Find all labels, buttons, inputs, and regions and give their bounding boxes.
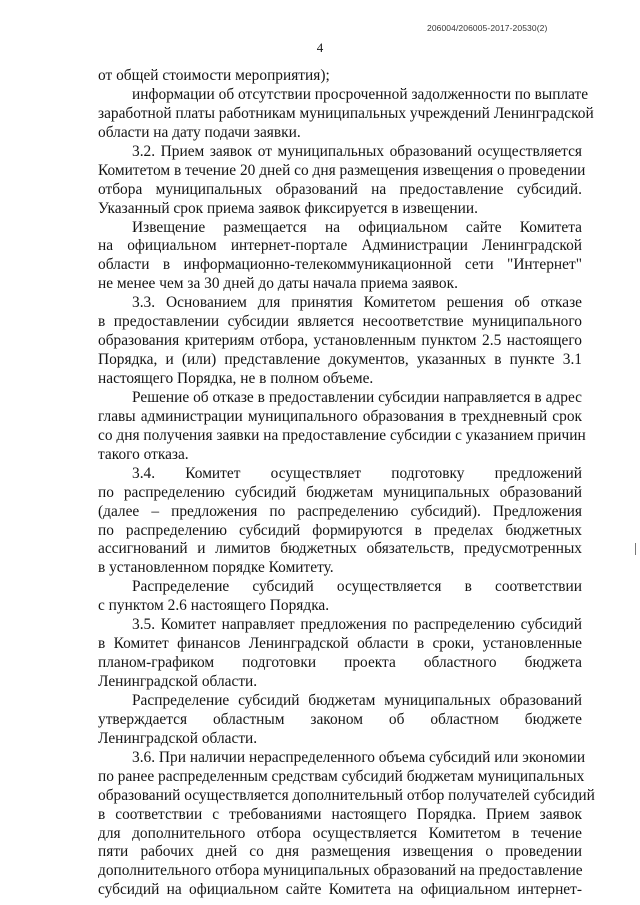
text-line: утверждается областным законом об областном бюджете <box>98 710 582 728</box>
text-line: пяти рабочих дней со дня размещения извещения о проведении <box>98 843 582 861</box>
text-line: Ленинградской области. <box>98 729 258 747</box>
text-line: дополнительного отбора муниципальных образований на предоставление <box>98 862 583 880</box>
document-body <box>98 67 595 900</box>
document-id: 206004/206005-2017-20530(2) <box>427 23 548 33</box>
text-line: для дополнительного отбора осуществляется Комитетом в течение <box>98 824 582 842</box>
text-line: заработной платы работникам муниципальных учреждений Ленинградской <box>98 104 594 122</box>
text-line: в соответствии с требованиями настоящего Порядка. Прием заявок <box>98 805 582 823</box>
text-line: Решение об отказе в предоставлении субсидии направляется в адрес <box>132 388 582 406</box>
text-line: по распределению субсидий бюджетам муниципальных образований <box>98 483 582 501</box>
text-line: Комитетом в течение 20 дней со дня размещения извещения о проведении <box>98 161 586 179</box>
text-line: субсидий на официальном сайте Комитета на официальном интернет- <box>98 881 582 899</box>
text-line: информации об отсутствии просроченной задолженности по выплате <box>132 85 589 103</box>
text-line: по ранее распределенным средствам субсидий бюджетам муниципальных <box>98 767 585 785</box>
text-line: Ленинградской области. <box>98 673 258 690</box>
page-number: 4 <box>316 40 324 55</box>
text-line: в Комитет финансов Ленинградской области в сроки, установленные <box>98 635 582 653</box>
text-line: отбора муниципальных образований на предоставление субсидий. <box>98 180 582 198</box>
text-line: с пунктом 2.6 настоящего Порядка. <box>98 597 330 615</box>
text-line: в установленном порядке Комитету. <box>98 559 334 577</box>
text-line: области на дату подачи заявки. <box>98 123 301 141</box>
text-line: такого отказа. <box>98 445 189 463</box>
text-line: Распределение субсидий бюджетам муниципальных образований <box>132 691 582 709</box>
text-line: Распределение субсидий осуществляется в соответствии <box>132 578 582 596</box>
text-line: образований осуществляется дополнительный отбор получателей субсидий <box>98 786 595 804</box>
text-line: (далее – предложения по распределению субсидий). Предложения <box>98 502 582 520</box>
text-line: 3.5. Комитет направляет предложения по распределению субсидий <box>132 616 582 634</box>
text-line: не менее чем за 30 дней до даты начала приема заявок. <box>98 275 458 293</box>
text-line: Извещение размещается на официальном сайте Комитета <box>132 218 582 236</box>
margin-mark <box>635 543 636 555</box>
text-line: настоящего Порядка, не в полном объеме. <box>98 370 374 387</box>
text-line: со дня получения заявки на предоставление субсидии с указанием причин <box>98 426 586 444</box>
text-line: 3.6. При наличии нераспределенного объема субсидий или экономии <box>132 748 586 766</box>
text-line: образования критериям отбора, установленным пунктом 2.5 настоящего <box>98 332 582 350</box>
text-line: на официальном интернет-портале Администрации Ленинградской <box>98 237 582 255</box>
text-line: главы администрации муниципального образования в трехдневный срок <box>98 407 582 425</box>
text-line: в предоставлении субсидии является несоответствие муниципального <box>98 313 582 331</box>
text-line: 3.2. Прием заявок от муниципальных образований осуществляется <box>132 142 582 160</box>
text-line: ассигнований и лимитов бюджетных обязательств, предусмотренных <box>98 540 582 558</box>
text-line: Порядка, и (или) представление документов, указанных в пункте 3.1 <box>98 351 582 369</box>
text-line: от общей стоимости мероприятия); <box>98 67 330 84</box>
text-line: 3.3. Основанием для принятия Комитетом решения об отказе <box>132 294 582 312</box>
text-line: области в информационно-телекоммуникационной сети "Интернет" <box>98 256 582 274</box>
text-line: Указанный срок приема заявок фиксируется в извещении. <box>98 199 478 217</box>
text-line: по распределению субсидий формируются в пределах бюджетных <box>98 521 582 539</box>
text-line: 3.4. Комитет осуществляет подготовку предложений <box>132 464 582 482</box>
text-line: планом-графиком подготовки проекта областного бюджета <box>98 654 582 672</box>
